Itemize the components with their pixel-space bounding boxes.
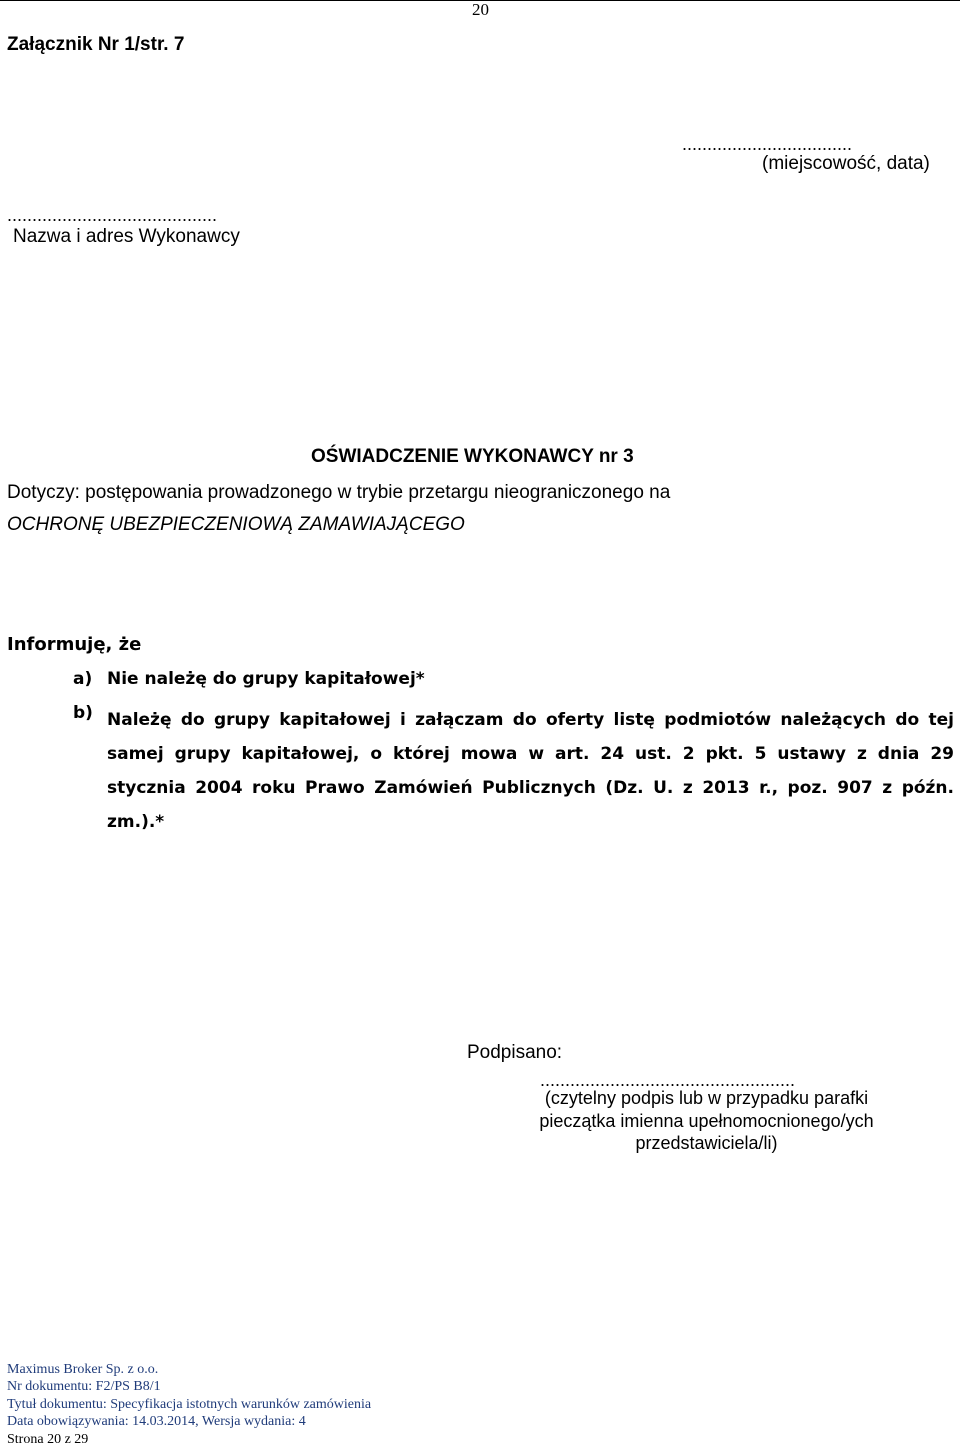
attachment-label: Załącznik Nr 1/str. 7 — [7, 34, 185, 55]
option-a-marker: a) — [73, 669, 93, 689]
declaration-title: OŚWIADCZENIE WYKONAWCY nr 3 — [311, 446, 634, 467]
contractor-label: Nazwa i adres Wykonawcy — [13, 226, 240, 247]
declaration-subtitle: Dotyczy: postępowania prowadzonego w trybie przetargu nieograniczonego na — [7, 482, 671, 503]
signature-caption-line: (czytelny podpis lub w przypadku parafki — [544, 1088, 869, 1108]
document-footer — [7, 1361, 371, 1448]
footer-page-total: 29 — [74, 1431, 89, 1447]
place-date-label: (miejscowość, data) — [762, 153, 930, 174]
signature-dots: ................................................... — [540, 1070, 796, 1090]
signature-caption-line: pieczątka imienna upełnomocnionego/ych — [539, 1110, 874, 1131]
signed-label: Podpisano: — [467, 1042, 563, 1063]
footer-page-sep: z — [64, 1431, 71, 1447]
option-b-marker: b) — [73, 703, 93, 723]
footer-page-counter — [7, 1431, 371, 1448]
page-number: 20 — [472, 0, 489, 19]
contractor-dots: .......................................... — [7, 205, 218, 225]
option-a-text: Nie należę do grupy kapitałowej* — [107, 669, 425, 689]
footer-doc-number: Nr dokumentu: F2/PS B8/1 — [7, 1379, 161, 1395]
inform-lead: Informuję, że — [7, 634, 142, 655]
footer-page-prefix: Strona — [7, 1431, 44, 1447]
footer-page-current: 20 — [47, 1431, 62, 1447]
place-date-dots: .................................. — [682, 134, 853, 154]
signature-caption — [520, 1087, 893, 1155]
signature-caption-line: przedstawiciela/li) — [635, 1133, 778, 1153]
declaration-subject: OCHRONĘ UBEZPIECZENIOWĄ ZAMAWIAJĄCEGO — [7, 514, 465, 535]
footer-doc-title: Tytuł dokumentu: Specyfikacja istotnych warunków zamówienia — [7, 1396, 372, 1412]
footer-company: Maximus Broker Sp. z o.o. — [7, 1362, 159, 1377]
footer-validity: Data obowiązywania: 14.03.2014, Wersja wydania: 4 — [7, 1414, 306, 1430]
option-b-text: Należę do grupy kapitałowej i załączam do oferty listę podmiotów należących do tej samej grupy kapitałowej, o której mowa w art. 24 ust. 2 pkt. 5 ustawy z dnia 29 stycznia 2004 roku Prawo Zamówień Publicznych (Dz. U. z 2013 r., poz. 907 z późn. zm.).* — [107, 710, 954, 832]
